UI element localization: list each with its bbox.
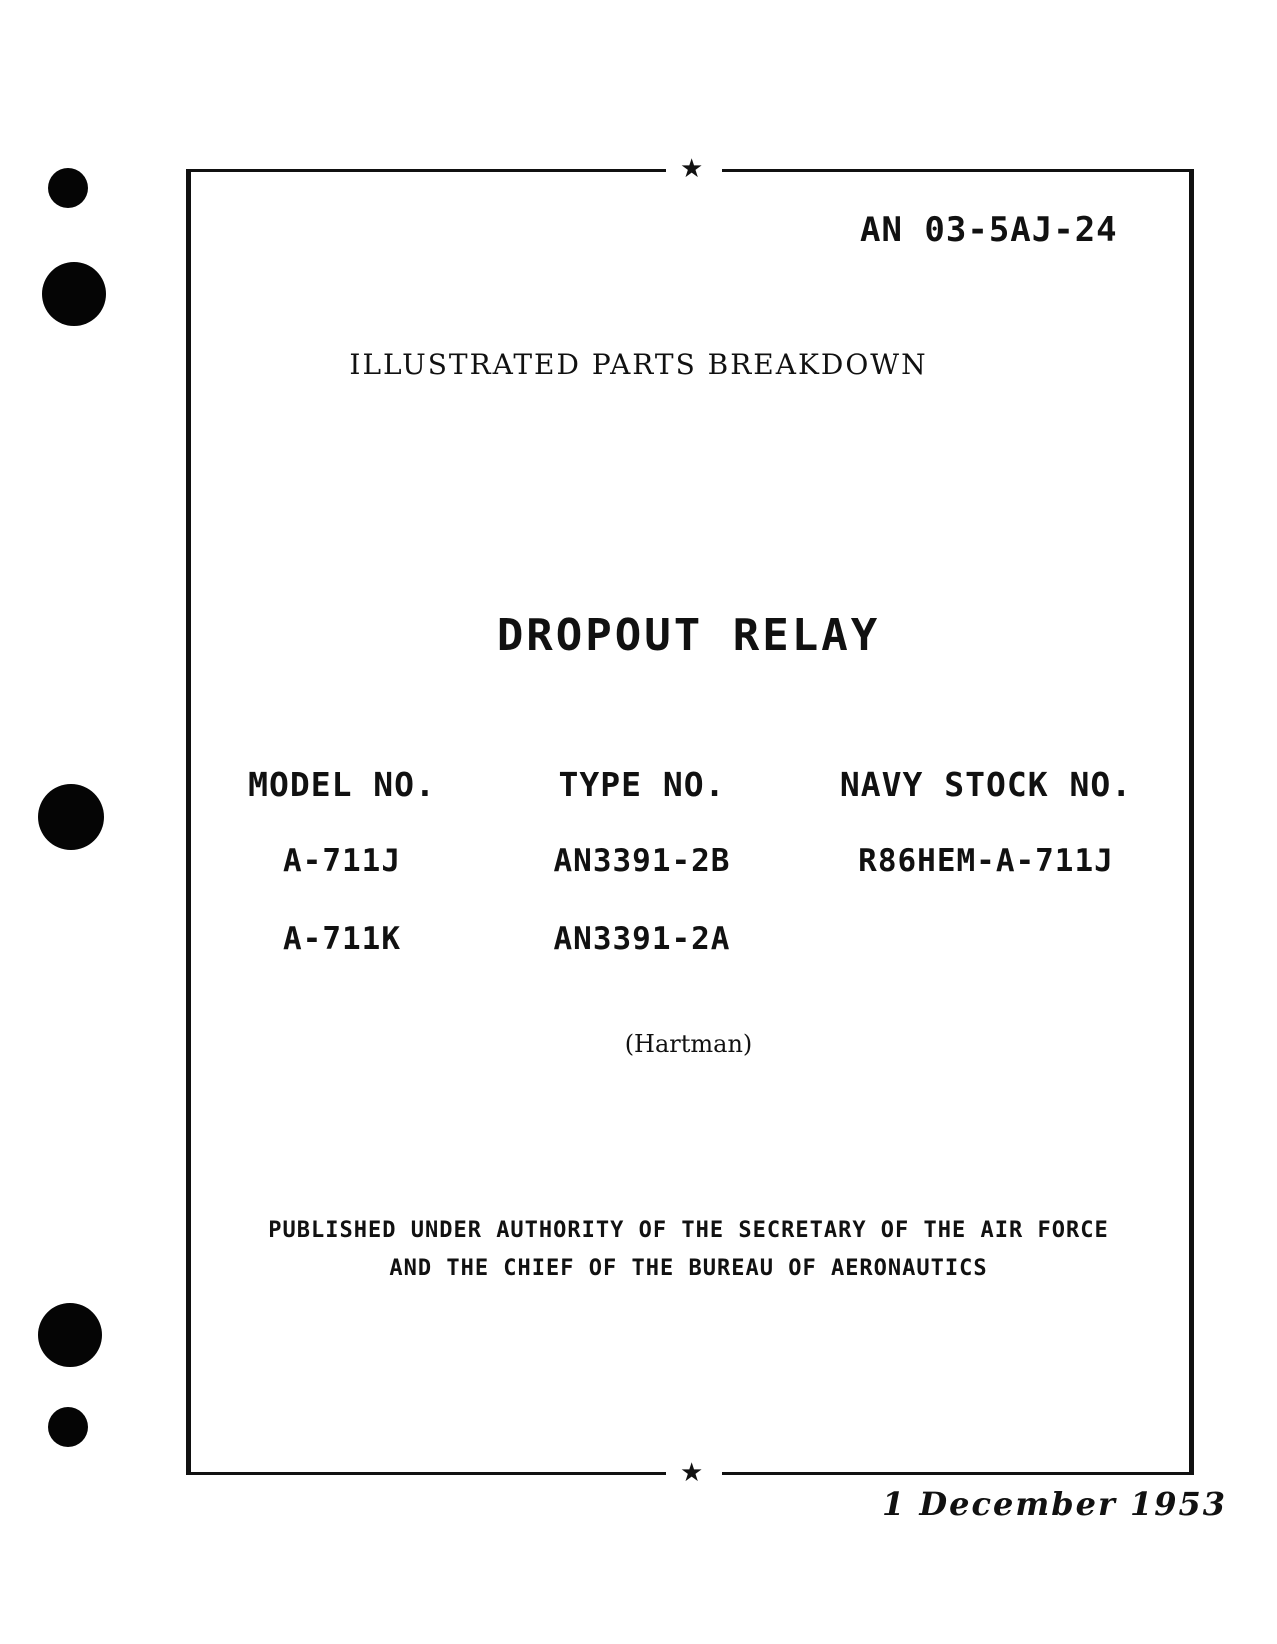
punch-hole-2 (42, 262, 106, 326)
manufacturer-name: (Hartman) (624, 1030, 753, 1058)
punch-hole-4 (38, 1303, 102, 1367)
star-ornament-bottom-icon: ★ (666, 1460, 717, 1486)
navy-stock-number-value: R86HEM-A-711J (858, 843, 1114, 879)
star-ornament-top-icon: ★ (666, 156, 717, 182)
model-number-column (182, 765, 502, 961)
model-number-header: MODEL NO. (248, 765, 436, 804)
punch-hole-3 (38, 784, 104, 850)
type-number-value: AN3391-2A (553, 921, 731, 957)
authority-line-1: PUBLISHED UNDER AUTHORITY OF THE SECRETARY OF THE AIR FORCE (268, 1218, 1109, 1243)
model-number-value: A-711K (283, 921, 401, 957)
document-title: DROPOUT RELAY (496, 610, 881, 661)
type-number-header: TYPE NO. (558, 765, 726, 804)
punch-hole-1 (48, 168, 88, 208)
model-number-value: A-711J (283, 843, 401, 879)
authority-statement (0, 1212, 1277, 1288)
document-number: AN 03-5AJ-24 (860, 210, 1118, 250)
type-number-column (482, 765, 802, 961)
frame-bottom-right-line (722, 1472, 1194, 1475)
frame-top-left-line (186, 169, 666, 172)
type-number-value: AN3391-2B (553, 843, 731, 879)
frame-top-right-line (722, 169, 1194, 172)
punch-hole-5 (48, 1407, 88, 1447)
navy-stock-number-column (816, 765, 1156, 883)
publication-date: 1 December 1953 (882, 1485, 1228, 1523)
frame-bottom-left-line (186, 1472, 666, 1475)
document-type: ILLUSTRATED PARTS BREAKDOWN (349, 348, 928, 381)
navy-stock-number-header: NAVY STOCK NO. (839, 765, 1133, 804)
authority-line-2: AND THE CHIEF OF THE BUREAU OF AERONAUTICS (389, 1256, 988, 1281)
